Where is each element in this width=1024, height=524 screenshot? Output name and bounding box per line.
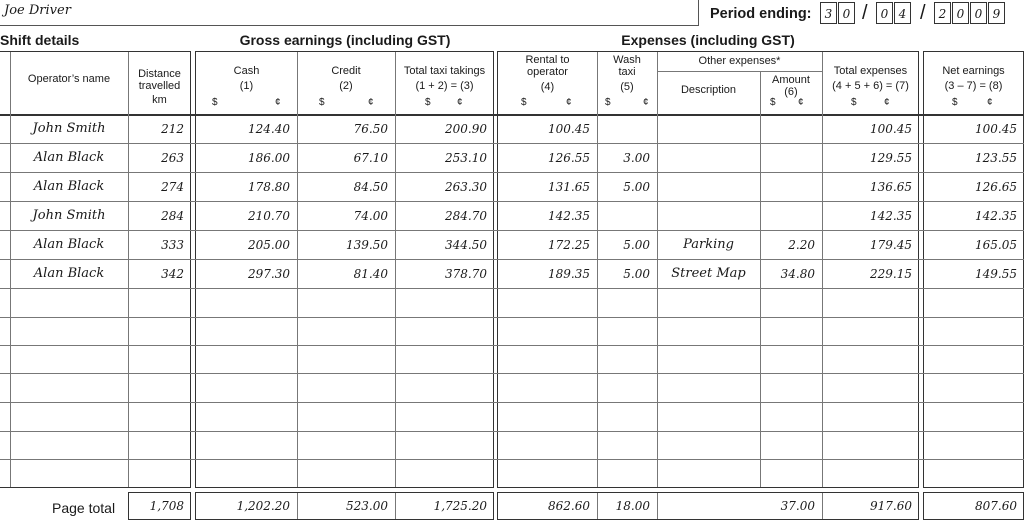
- cent-unit: ¢: [275, 97, 281, 108]
- cash-cell[interactable]: 297.30: [248, 267, 290, 281]
- description-cell[interactable]: Parking: [683, 237, 734, 252]
- header-description: Description: [680, 84, 737, 96]
- total-takings-cell[interactable]: 284.70: [445, 209, 487, 223]
- wash-cell[interactable]: 5.00: [623, 238, 650, 252]
- credit-cell[interactable]: 139.50: [346, 238, 388, 252]
- page-total-net: 807.60: [975, 499, 1017, 513]
- operator-name-cell[interactable]: Alan Black: [33, 237, 105, 252]
- header-total-expenses: Total expenses (4 + 5 + 6) = (7): [832, 65, 909, 92]
- header-net-earnings: Net earnings (3 – 7) = (8): [942, 65, 1005, 92]
- period-ending-label: Period ending:: [710, 6, 812, 22]
- period-year-digit-3[interactable]: 0: [970, 2, 987, 24]
- total-expenses-cell[interactable]: 142.35: [870, 209, 912, 223]
- cent-unit: ¢: [884, 97, 890, 108]
- wash-cell[interactable]: [597, 202, 650, 230]
- period-year-digit-1[interactable]: 2: [934, 2, 951, 24]
- net-earnings-cell[interactable]: 126.65: [975, 180, 1017, 194]
- total-expenses-cell[interactable]: 136.65: [870, 180, 912, 194]
- dollar-unit: $: [770, 97, 776, 108]
- operator-name-cell[interactable]: John Smith: [32, 208, 106, 223]
- amount-cell[interactable]: [760, 144, 815, 172]
- description-cell[interactable]: [657, 173, 760, 201]
- net-earnings-cell[interactable]: 100.45: [975, 122, 1017, 136]
- section-shift-details: Shift details: [0, 32, 80, 48]
- net-earnings-cell[interactable]: 165.05: [975, 238, 1017, 252]
- header-amount: Amount (6): [772, 74, 810, 98]
- cash-cell[interactable]: 178.80: [248, 180, 290, 194]
- period-year-digit-2[interactable]: 0: [952, 2, 969, 24]
- credit-cell[interactable]: 76.50: [353, 122, 388, 136]
- rental-cell[interactable]: 126.55: [548, 151, 590, 165]
- page-total-credit: 523.00: [346, 499, 388, 513]
- date-separator: /: [920, 2, 926, 24]
- cent-unit: ¢: [643, 97, 649, 108]
- net-earnings-cell[interactable]: 142.35: [975, 209, 1017, 223]
- total-expenses-cell[interactable]: 100.45: [870, 122, 912, 136]
- cent-unit: ¢: [987, 97, 993, 108]
- total-takings-cell[interactable]: 253.10: [445, 151, 487, 165]
- distance-cell[interactable]: 284: [161, 209, 184, 223]
- credit-cell[interactable]: 74.00: [353, 209, 388, 223]
- driver-name: Joe Driver: [4, 3, 71, 18]
- period-month-digit-1[interactable]: 0: [876, 2, 893, 24]
- wash-cell[interactable]: [597, 115, 650, 143]
- header-distance: Distance travelled km: [138, 68, 181, 106]
- credit-cell[interactable]: 81.40: [353, 267, 388, 281]
- cent-unit: ¢: [566, 97, 572, 108]
- rental-cell[interactable]: 189.35: [548, 267, 590, 281]
- net-earnings-cell[interactable]: 123.55: [975, 151, 1017, 165]
- period-day-digit-2[interactable]: 0: [838, 2, 855, 24]
- total-expenses-cell[interactable]: 229.15: [870, 267, 912, 281]
- period-month-digit-2[interactable]: 4: [894, 2, 911, 24]
- dollar-unit: $: [212, 97, 218, 108]
- cash-cell[interactable]: 124.40: [248, 122, 290, 136]
- description-cell[interactable]: Street Map: [671, 266, 746, 281]
- page-total-expenses: 917.60: [870, 499, 912, 513]
- distance-cell[interactable]: 263: [161, 151, 184, 165]
- header-credit: Credit (2): [331, 65, 361, 92]
- amount-cell[interactable]: 34.80: [780, 267, 815, 281]
- wash-cell[interactable]: 5.00: [623, 180, 650, 194]
- cash-cell[interactable]: 210.70: [248, 209, 290, 223]
- header-wash-taxi: Wash taxi (5): [613, 54, 641, 93]
- header-other-expenses: Other expenses*: [698, 55, 781, 67]
- rental-cell[interactable]: 172.25: [548, 238, 590, 252]
- page-total-label: Page total: [52, 500, 116, 516]
- header-operator-name: Operator’s name: [27, 73, 111, 85]
- amount-cell[interactable]: [760, 115, 815, 143]
- credit-cell[interactable]: 84.50: [353, 180, 388, 194]
- rental-cell[interactable]: 131.65: [548, 180, 590, 194]
- header-total-taxi-takings: Total taxi takings (1 + 2) = (3): [403, 65, 486, 92]
- total-takings-cell[interactable]: 263.30: [445, 180, 487, 194]
- description-cell[interactable]: [657, 115, 760, 143]
- period-year-digit-4[interactable]: 9: [988, 2, 1005, 24]
- amount-cell[interactable]: 2.20: [788, 238, 815, 252]
- amount-cell[interactable]: [760, 173, 815, 201]
- section-expenses: Expenses (including GST): [621, 32, 795, 48]
- credit-cell[interactable]: 67.10: [353, 151, 388, 165]
- total-takings-cell[interactable]: 344.50: [445, 238, 487, 252]
- date-separator: /: [862, 2, 868, 24]
- total-expenses-cell[interactable]: 129.55: [870, 151, 912, 165]
- operator-name-cell[interactable]: Alan Black: [33, 266, 105, 281]
- rental-cell[interactable]: 142.35: [548, 209, 590, 223]
- net-earnings-cell[interactable]: 149.55: [975, 267, 1017, 281]
- total-expenses-cell[interactable]: 179.45: [870, 238, 912, 252]
- total-takings-cell[interactable]: 200.90: [445, 122, 487, 136]
- distance-cell[interactable]: 342: [161, 267, 184, 281]
- description-cell[interactable]: [657, 144, 760, 172]
- period-day-digit-1[interactable]: 3: [820, 2, 837, 24]
- dollar-unit: $: [521, 97, 527, 108]
- cash-cell[interactable]: 205.00: [248, 238, 290, 252]
- amount-cell[interactable]: [760, 202, 815, 230]
- distance-cell[interactable]: 333: [161, 238, 184, 252]
- dollar-unit: $: [319, 97, 325, 108]
- page-total-cash: 1,202.20: [236, 499, 290, 513]
- dollar-unit: $: [851, 97, 857, 108]
- page-total-amount: 37.00: [780, 499, 815, 513]
- header-cash: Cash (1): [233, 65, 260, 92]
- cash-cell[interactable]: 186.00: [248, 151, 290, 165]
- wash-cell[interactable]: 3.00: [623, 151, 650, 165]
- dollar-unit: $: [425, 97, 431, 108]
- operator-name-cell[interactable]: Alan Black: [33, 179, 105, 194]
- section-gross-earnings: Gross earnings (including GST): [239, 32, 451, 48]
- operator-name-cell[interactable]: Alan Black: [33, 150, 105, 165]
- cent-unit: ¢: [368, 97, 374, 108]
- wash-cell[interactable]: 5.00: [623, 267, 650, 281]
- page-total-rental: 862.60: [548, 499, 590, 513]
- header-rental: Rental to operator (4): [525, 54, 570, 93]
- distance-cell[interactable]: 274: [161, 180, 184, 194]
- dollar-unit: $: [605, 97, 611, 108]
- total-takings-cell[interactable]: 378.70: [445, 267, 487, 281]
- distance-cell[interactable]: 212: [161, 122, 184, 136]
- dollar-unit: $: [952, 97, 958, 108]
- cent-unit: ¢: [798, 97, 804, 108]
- page-total-takings: 1,725.20: [433, 499, 487, 513]
- description-cell[interactable]: [657, 202, 760, 230]
- cent-unit: ¢: [457, 97, 463, 108]
- rental-cell[interactable]: 100.45: [548, 122, 590, 136]
- page-total-distance: 1,708: [149, 499, 184, 513]
- page-total-wash: 18.00: [615, 499, 650, 513]
- operator-name-cell[interactable]: John Smith: [32, 121, 106, 136]
